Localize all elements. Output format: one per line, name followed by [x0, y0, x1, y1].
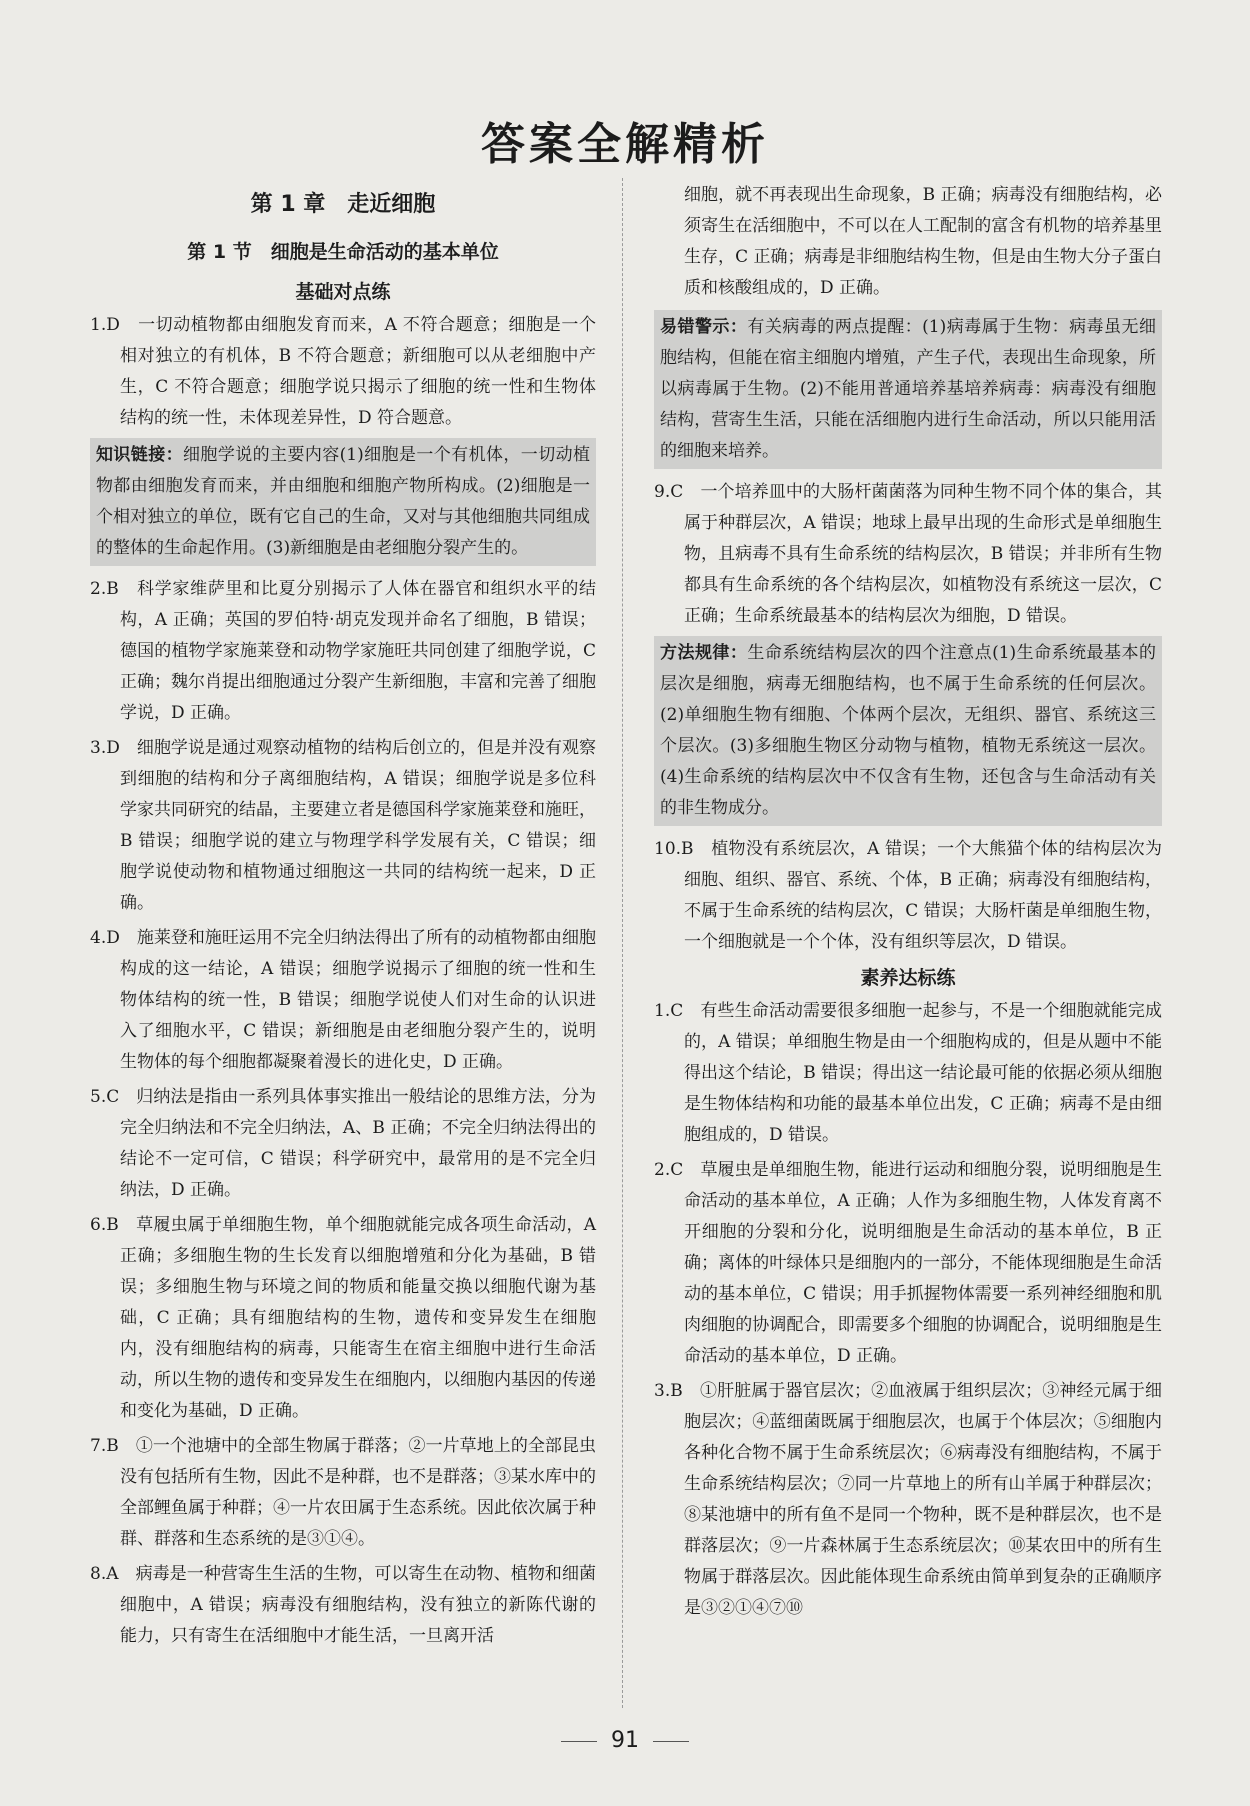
note-text: 生命系统结构层次的四个注意点(1)生命系统最基本的层次是细胞，病毒无细胞结构，也不属于生命系统的任何层次。(2)单细胞生物有细胞、个体两个层次，无组织、器官、系统这三个层次。(3)多细胞生物区分动物与植物，植物无系统这一层次。(4)生命系统的结构层次中不仅含有生物，还包含与生命活动有关的非生物成分。 — [660, 643, 1156, 818]
answer-number: 3.D — [90, 738, 120, 758]
answer-item — [654, 1155, 1162, 1372]
knowledge-link-note — [90, 438, 596, 566]
answer-item — [90, 923, 596, 1078]
answer-text: 草履虫属于单细胞生物，单个细胞就能完成各项生命活动，A 正确；多细胞生物的生长发育以细胞增殖和分化为基础，B 错误；多细胞生物与环境之间的物质和能量交换以细胞代谢为基础，C 正确；具有细胞结构的生物，遗传和变异发生在细胞内，没有细胞结构的病毒，只能寄生在宿主细胞中进行生命活动，所以生物的遗传和变异发生在细胞内，以细胞内基因的传递和变化为基础，D 正确。 — [120, 1215, 597, 1421]
answer-item — [90, 574, 596, 729]
answer-number: 1.D — [90, 315, 120, 335]
answer-number: 10.B — [654, 839, 694, 859]
answer-item — [654, 1376, 1162, 1624]
answer-number: 5.C — [90, 1087, 120, 1107]
answer-item — [654, 996, 1162, 1151]
method-rule-note — [654, 636, 1162, 826]
answer-text: 病毒是一种营寄生生活的生物，可以寄生在动物、植物和细菌细胞中，A 错误；病毒没有细胞结构，没有独立的新陈代谢的能力，只有寄生在活细胞中才能生活，一旦离开活 — [120, 1564, 597, 1646]
note-label: 易错警示： — [660, 317, 748, 337]
answer-item — [90, 733, 596, 919]
answer-item — [90, 1210, 596, 1427]
answer-item — [90, 1559, 596, 1652]
answer-number: 2.B — [90, 579, 119, 599]
answer-number: 7.B — [90, 1436, 119, 1456]
answer-number: 6.B — [90, 1215, 119, 1235]
chapter-heading: 第 1 章 走近细胞 — [250, 192, 436, 217]
note-text: 有关病毒的两点提醒：(1)病毒属于生物：病毒虽无细胞结构，但能在宿主细胞内增殖，产生子代，表现出生命现象，所以病毒属于生物。(2)不能用普通培养基培养病毒：病毒没有细胞结构，营寄生生活，只能在活细胞内进行生命活动，所以只能用活的细胞来培养。 — [660, 317, 1156, 461]
subsection-advanced-heading: 素养达标练 — [860, 967, 956, 989]
note-text: 细胞学说的主要内容(1)细胞是一个有机体，一切动植物都由细胞发育而来，并由细胞和细胞产物所构成。(2)细胞是一个相对独立的单位，既有它自己的生命，又对与其他细胞共同组成的整体的生命起作用。(3)新细胞是由老细胞分裂产生的。 — [96, 445, 590, 558]
page-number-value: 91 — [611, 1728, 639, 1753]
subsection-basic-heading: 基础对点练 — [295, 281, 391, 303]
answer-item — [90, 1431, 596, 1555]
answer-text: ①肝脏属于器官层次；②血液属于组织层次；③神经元属于细胞层次；④蓝细菌既属于细胞层次，也属于个体层次；⑤细胞内各种化合物不属于生命系统层次；⑥病毒没有细胞结构，不属于生命系统结构层次；⑦同一片草地上的所有山羊属于种群层次；⑧某池塘中的所有鱼不是同一个物种，既不是种群层次，也不是群落层次；⑨一片森林属于生态系统层次；⑩某农田中的所有生物属于群落层次。因此能体现生命系统由简单到复杂的正确顺序是③②①④⑦⑩ — [684, 1381, 1162, 1618]
page-number-dash-left — [561, 1741, 597, 1742]
page-number-dash-right — [653, 1741, 689, 1742]
answer-number: 3.B — [654, 1381, 683, 1401]
note-label: 知识链接： — [96, 445, 184, 465]
page-number — [0, 1728, 1250, 1753]
right-column — [654, 180, 1162, 1628]
answer-text: 一切动植物都由细胞发育而来，A 不符合题意；细胞是一个相对独立的有机体，B 不符合题意；新细胞可以从老细胞中产生，C 不符合题意；细胞学说只揭示了细胞的统一性和生物体结构的统一性，未体现差异性，D 符合题意。 — [120, 315, 596, 428]
answer-number: 4.D — [90, 928, 120, 948]
answer-text: 一个培养皿中的大肠杆菌菌落为同种生物不同个体的集合，其属于种群层次，A 错误；地球上最早出现的生命形式是单细胞生物，且病毒不具有生命系统的结构层次，B 错误；并非所有生物都具有生命系统的各个结构层次，如植物没有系统这一层次，C 正确；生命系统最基本的结构层次为细胞，D 错误。 — [684, 482, 1163, 626]
answer-item — [654, 477, 1162, 632]
answer-item — [90, 1082, 596, 1206]
answer-item — [90, 310, 596, 434]
answer-item — [654, 834, 1162, 958]
answer-text: ①一个池塘中的全部生物属于群落；②一片草地上的全部昆虫没有包括所有生物，因此不是种群，也不是群落；③某水库中的全部鲤鱼属于种群；④一片农田属于生态系统。因此依次属于种群、群落和生态系统的是③①④。 — [120, 1436, 597, 1549]
left-column — [90, 186, 596, 1656]
section-heading: 第 1 节 细胞是生命活动的基本单位 — [187, 241, 499, 263]
answer-text: 细胞学说是通过观察动植物的结构后创立的，但是并没有观察到细胞的结构和分子离细胞结构，A 错误；细胞学说是多位科学家共同研究的结晶，主要建立者是德国科学家施莱登和施旺，B 错误；细胞学说的建立与物理学科学发展有关，C 错误；细胞学说使动物和植物通过细胞这一共同的结构统一起来，D 正确。 — [120, 738, 597, 913]
answer-number: 8.A — [90, 1564, 119, 1584]
note-label: 方法规律： — [660, 643, 748, 663]
answer-number: 2.C — [654, 1160, 684, 1180]
answer-number: 9.C — [654, 482, 684, 502]
answer-text: 有些生命活动需要很多细胞一起参与，不是一个细胞就能完成的，A 错误；单细胞生物是由一个细胞构成的，但是从题中不能得出这个结论，B 错误；得出这一结论最可能的依据必须从细胞是生物体结构和功能的最基本单位出发，C 正确；病毒不是由细胞组成的，D 错误。 — [684, 1001, 1163, 1145]
error-warning-note — [654, 310, 1162, 469]
answer-text: 施莱登和施旺运用不完全归纳法得出了所有的动植物都由细胞构成的这一结论，A 错误；细胞学说揭示了细胞的统一性和生物体结构的统一性，B 错误；细胞学说使人们对生命的认识进入了细胞水平，C 错误；新细胞是由老细胞分裂产生的，说明生物体的每个细胞都凝聚着漫长的进化史，D 正确。 — [120, 928, 597, 1072]
column-divider — [622, 178, 623, 1708]
continued-answer-text: 细胞，就不再表现出生命现象，B 正确；病毒没有细胞结构，必须寄生在活细胞中，不可以在人工配制的富含有机物的培养基里生存，C 正确；病毒是非细胞结构生物，但是由生物大分子蛋白质和核酸组成的，D 正确。 — [684, 185, 1162, 298]
page-title: 答案全解精析 — [481, 119, 769, 170]
answer-text: 草履虫是单细胞生物，能进行运动和细胞分裂，说明细胞是生命活动的基本单位，A 正确；人作为多细胞生物，人体发育离不开细胞的分裂和分化，说明细胞是生命活动的基本单位，B 正确；离体的叶绿体只是细胞内的一部分，不能体现细胞是生命活动的基本单位，C 错误；用手抓握物体需要一系列神经细胞和肌肉细胞的协调配合，即需要多个细胞的协调配合，说明细胞是生命活动的基本单位，D 正确。 — [684, 1160, 1163, 1366]
answer-text: 归纳法是指由一系列具体事实推出一般结论的思维方法，分为完全归纳法和不完全归纳法，A、B 正确；不完全归纳法得出的结论不一定可信，C 错误；科学研究中，最常用的是不完全归纳法，D 正确。 — [120, 1087, 597, 1200]
answer-text: 科学家维萨里和比夏分别揭示了人体在器官和组织水平的结构，A 正确；英国的罗伯特·胡克发现并命名了细胞，B 错误；德国的植物学家施莱登和动物学家施旺共同创建了细胞学说，C 正确；魏尔肖提出细胞通过分裂产生新细胞，丰富和完善了细胞学说，D 正确。 — [120, 579, 597, 723]
answer-number: 1.C — [654, 1001, 684, 1021]
answer-text: 植物没有系统层次，A 错误；一个大熊猫个体的结构层次为细胞、组织、器官、系统、个体，B 正确；病毒没有细胞结构，不属于生命系统的结构层次，C 错误；大肠杆菌是单细胞生物，一个细胞就是一个个体，没有组织等层次，D 错误。 — [684, 839, 1162, 952]
